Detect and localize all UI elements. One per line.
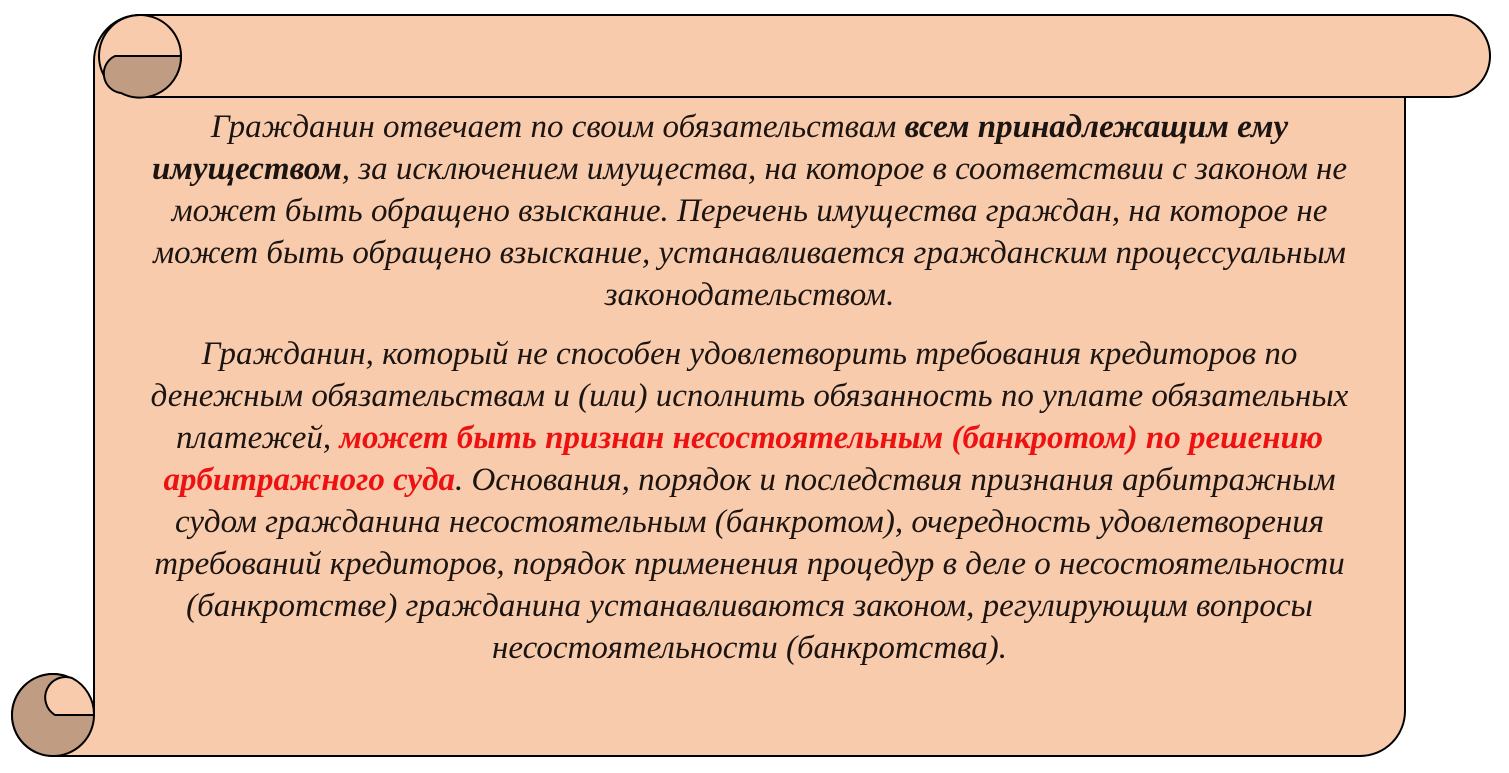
text-line — [124, 501, 1375, 543]
text-run: арбитражного суда — [163, 462, 455, 498]
text-run: денежным обязательствам и (или) исполнить обязанность по уплате обязательных — [150, 378, 1349, 414]
text-line — [124, 585, 1375, 627]
text-run: требований кредиторов, порядок применения процедур в деле о несостоятельности — [154, 546, 1345, 582]
text-run: законодательством. — [604, 277, 895, 313]
text-line — [124, 106, 1375, 148]
text-line — [124, 375, 1375, 417]
scroll-bottom-curl-inner — [45, 677, 94, 715]
scroll-text — [94, 106, 1405, 669]
text-run: может быть обращено взыскание, устанавливается гражданским процессуальным — [153, 235, 1346, 271]
text-run: судом гражданина несостоятельным (банкротом), очередность удовлетворения — [174, 504, 1325, 540]
text-line — [124, 148, 1375, 190]
text-line — [124, 190, 1375, 232]
text-run: может быть обращено взыскание. Перечень имущества граждан, на которое не — [171, 193, 1328, 229]
text-run: , за исключением имущества, на которое в соответствии с законом не — [341, 151, 1348, 187]
text-run: всем принадлежащим ему — [904, 109, 1289, 145]
text-run: имуществом — [151, 151, 342, 187]
text-line — [124, 417, 1375, 459]
text-run: . Основания, порядок и последствия признания арбитражным — [454, 462, 1336, 498]
paragraph — [124, 333, 1375, 669]
text-run: Гражданин отвечает по своим обязательствам — [210, 109, 905, 145]
text-line — [124, 627, 1375, 669]
text-line — [124, 274, 1375, 316]
text-run: платежей, — [175, 420, 340, 456]
text-run: (банкротстве) гражданина устанавливаются законом, регулирующим вопросы — [186, 588, 1313, 624]
paragraph — [124, 106, 1375, 316]
text-line — [124, 333, 1375, 375]
text-run: Гражданин, который не способен удовлетворить требования кредиторов по — [201, 336, 1298, 372]
text-line — [124, 459, 1375, 501]
text-run: может быть признан несостоятельным (банкротом) по решению — [339, 420, 1324, 456]
text-line — [124, 232, 1375, 274]
text-run: несостоятельности (банкротства). — [492, 630, 1007, 666]
text-line — [124, 543, 1375, 585]
